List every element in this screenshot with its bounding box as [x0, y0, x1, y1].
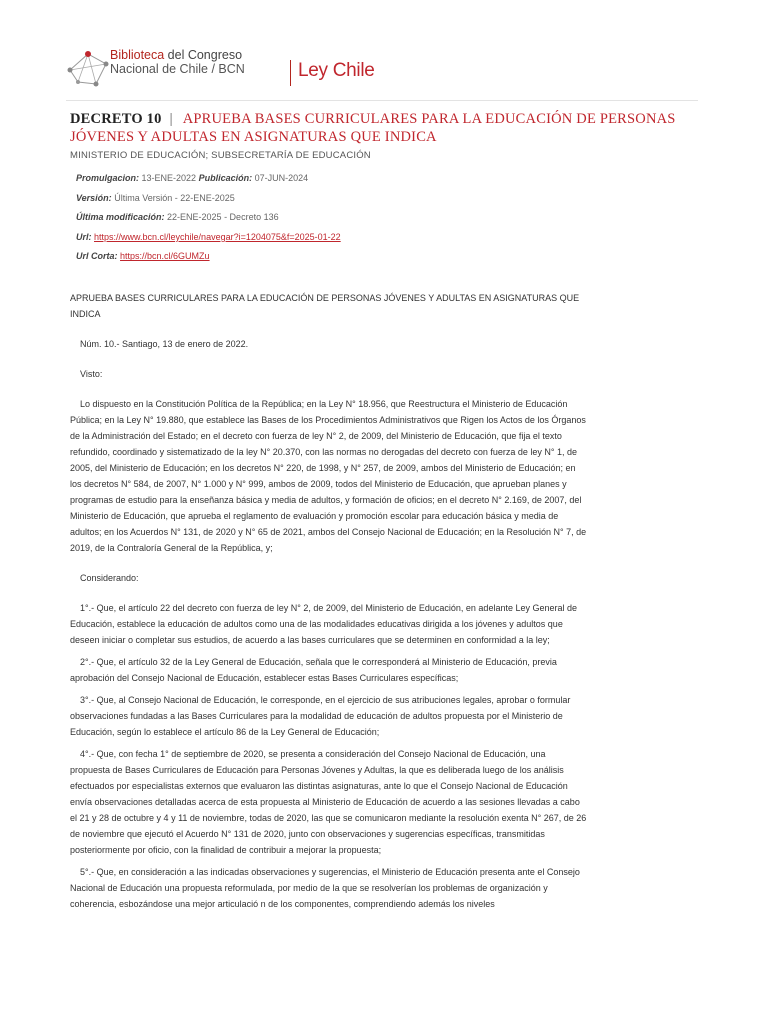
url-corta-link[interactable]: https://bcn.cl/6GUMZu [120, 251, 210, 262]
considerando-item: 2°.- Que, el artículo 32 de la Ley General de Educación, señala que le corresponderá al Ministerio de Educación, previa aprobación del Consejo Nacional de Educación, establecer estas Bases Curriculares específicas; [70, 657, 557, 683]
decree-number: DECRETO 10 [70, 111, 162, 127]
version-value: Última Versión - 22-ENE-2025 [114, 192, 235, 203]
url-link[interactable]: https://www.bcn.cl/leychile/navegar?i=1204075&f=2025-01-22 [94, 231, 341, 242]
bcn-logo-text[interactable] [110, 48, 245, 76]
considerando-item: 3°.- Que, al Consejo Nacional de Educación, le corresponde, en el ejercicio de sus atribuciones legales, aprobar o formular observaciones fundadas a las Bases Curriculares para la modalidad de educación de adultos propuesta por el Ministerio de Educación, según lo establece el artículo 86 de la Ley General de Educación; [70, 695, 571, 737]
meta-url-corta [76, 250, 341, 270]
visto-paragraph: Lo dispuesto en la Constitución Política de la República; en la Ley N° 18.956, que Reestructura el Ministerio de Educación Pública; en la Ley N° 19.880, que establece las Bases de los Procedimientos Administrativos que Rigen los Actos de los Órganos de la Administración del Estado; en el decreto con fuerza de ley N° 2, de 2009, del Ministerio de Educación, que fija el texto refundido, coordinado y sistematizado de la ley N° 20.370, con las normas no derogadas del decreto con fuerza de ley N° 1, de 2005, del Ministerio de Educación; en los decretos N° 220, de 1998, y N° 257, de 2009, ambos del Ministerio de Educación; en los decretos N° 584, de 2007, N° 1.000 y N° 999, ambos de 2009, todos del Ministerio de Educación, que aprueban planes y programas de estudio para la enseñanza básica y media de adultos, y formación de oficios; en el decreto N° 2.169, de 2007, del Ministerio de Educación, que aprueba el reglamento de evaluación y promoción escolar para educación básica y media de adultos; en los Acuerdos N° 131, de 2020 y N° 65 de 2021, ambos del Consejo Nacional de Educación; en la Resolución N° 7, de 2019, de la Contraloría General de la República, y; [70, 399, 587, 553]
ultima-label: Última modificación: [76, 212, 165, 223]
ultima-value: 22-ENE-2025 - Decreto 136 [167, 212, 279, 223]
body-title: APRUEBA BASES CURRICULARES PARA LA EDUCACIÓN DE PERSONAS JÓVENES Y ADULTAS EN ASIGNATURAS QUE INDICA [70, 293, 580, 319]
metadata-block [76, 172, 341, 270]
site-header [66, 36, 706, 96]
considerando-item: 1°.- Que, el artículo 22 del decreto con fuerza de ley N° 2, de 2009, del Ministerio de Educación, en adelante Ley General de Educación, establece la educación de adultos como una de las modalidades educativas dirigida a los jóvenes y adultos que deseen iniciar o completar sus estudios, de acuerdo a las bases curriculares que se determinen en conformidad a la ley; [70, 603, 578, 645]
meta-promulgacion [76, 172, 341, 192]
meta-version [76, 192, 341, 212]
visto-heading: Visto: [80, 369, 103, 379]
publicacion-label: Publicación: [198, 173, 253, 183]
considerando-item: 4°.- Que, con fecha 1° de septiembre de 2020, se presenta a consideración del Consejo Nacional de Educación, una propuesta de Bases Curriculares de Educación para Personas Jóvenes y Adultas, la que es deliberada luego de los análisis efectuados por especialistas externos que evaluaron las distintas asignaturas, ante lo que el Consejo Nacional de Educación envía observaciones detalladas acerca de esta propuesta al Ministerio de Educación de acuerdo a las sesiones llevadas a cabo el 21 y 28 de octubre y 4 y 11 de noviembre, todas de 2020, las que se comunicaron mediante la resolución exenta N° 267, de 26 de noviembre que ejecutó el Acuerdo N° 131 de 2020, junto con observaciones y sugerencias específicas, transmitidas posteriormente por oficio, con la finalidad de contribuir a mejorar la propuesta; [70, 749, 587, 855]
version-label: Versión: [76, 192, 112, 203]
meta-url [76, 231, 341, 251]
meta-ultima [76, 211, 341, 231]
ministry-label: MINISTERIO DE EDUCACIÓN; SUBSECRETARÍA DE EDUCACIÓN [70, 150, 371, 161]
url-corta-label: Url Corta: [76, 251, 118, 262]
logo-line1-b: del Congreso [164, 48, 243, 62]
ley-chile-link[interactable]: Ley Chile [298, 60, 375, 81]
promulgacion-label: Promulgacion: [76, 173, 140, 183]
header-divider [66, 100, 698, 101]
logo-line2: Nacional de Chile / BCN [110, 62, 245, 76]
considerando-item: 5°.- Que, en consideración a las indicadas observaciones y sugerencias, el Ministerio de Educación presenta ante el Consejo Nacional de Educación una propuesta reformulada, por medio de la que se resolverían los problemas de organización y coherencia, esbozándose una mejor articulació n de los componentes, comprendiendo además los niveles [70, 867, 580, 909]
url-label: Url: [76, 231, 92, 242]
logo-line1-a: Biblioteca [110, 48, 165, 62]
promulgacion-value: 13-ENE-2022 [141, 173, 197, 183]
body-number-date: Núm. 10.- Santiago, 13 de enero de 2022. [80, 339, 249, 349]
page-title [70, 110, 700, 146]
title-separator: | [169, 111, 173, 127]
decree-title: APRUEBA BASES CURRICULARES PARA LA EDUCACIÓN DE PERSONAS JÓVENES Y ADULTAS EN ASIGNATURAS QUE INDICA [70, 111, 676, 145]
publicacion-value: 07-JUN-2024 [254, 173, 309, 183]
decree-body [70, 290, 588, 918]
logo-divider [290, 60, 291, 86]
bcn-logo-icon[interactable] [66, 40, 110, 90]
considerando-heading: Considerando: [80, 573, 139, 583]
